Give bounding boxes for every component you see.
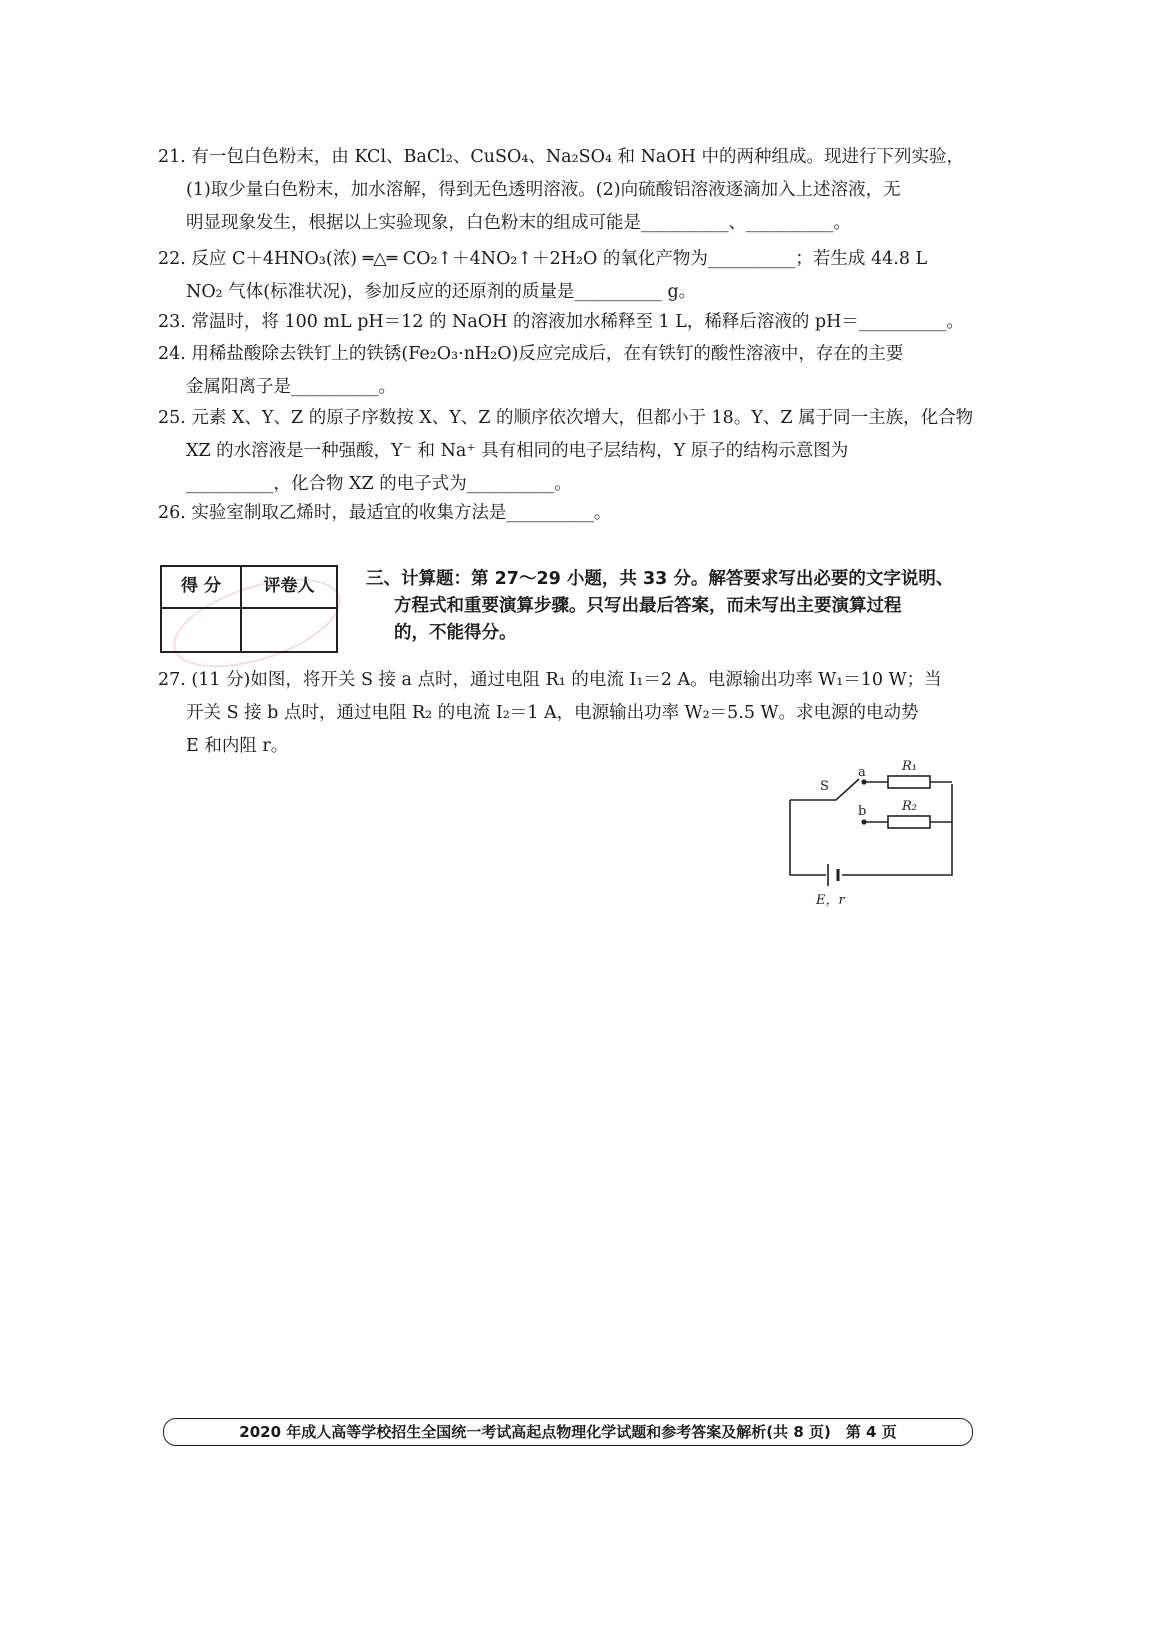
question-27-line-3: E 和内阻 r。 xyxy=(186,736,289,756)
switch-label: S xyxy=(820,779,829,794)
score-cell[interactable] xyxy=(162,609,242,651)
question-23-line-1: 23. 常温时，将 100 mL pH＝12 的 NaOH 的溶液加水稀释至 1 L，稀释后溶液的 pH＝__________。 xyxy=(158,312,964,332)
r1-label: R₁ xyxy=(902,759,917,774)
point-a-label: a xyxy=(858,765,866,780)
question-25-line-3: __________，化合物 XZ 的电子式为__________。 xyxy=(186,474,572,494)
question-27 xyxy=(158,664,968,763)
question-24 xyxy=(158,338,968,404)
section-3-line-3: 的，不能得分。 xyxy=(394,623,517,643)
question-27-line-2: 开关 S 接 b 点时，通过电阻 R₂ 的电流 I₂＝1 A，电源输出功率 W₂＝5.5 W。求电源的电动势 xyxy=(186,703,919,723)
point-b-label: b xyxy=(858,804,867,819)
question-27-line-1: 27. (11 分)如图，将开关 S 接 a 点时，通过电阻 R₁ 的电流 I₁＝2 A。电源输出功率 W₁＝10 W；当 xyxy=(158,670,942,690)
question-21-line-2: (1)取少量白色粉末，加水溶解，得到无色透明溶液。(2)向硫酸铝溶液逐滴加入上述溶液，无 xyxy=(186,180,901,200)
question-26 xyxy=(158,497,968,530)
question-26-line-1: 26. 实验室制取乙烯时，最适宜的收集方法是__________。 xyxy=(158,503,612,523)
question-23 xyxy=(158,306,968,339)
resistor-r1 xyxy=(888,776,930,788)
section-3-heading xyxy=(366,566,966,647)
r2-label: R₂ xyxy=(902,799,917,814)
question-22-line-1: 22. 反应 C＋4HNO₃(浓) ═△═ CO₂↑＋4NO₂↑＋2H₂O 的氧化产物为__________；若生成 44.8 L xyxy=(158,249,928,269)
circuit-diagram xyxy=(780,752,970,912)
grader-label: 评卷人 xyxy=(242,567,336,609)
question-22 xyxy=(158,243,968,309)
source-label: E，r xyxy=(816,893,845,908)
section-3-line-2: 方程式和重要演算步骤。只写出最后答案，而未写出主要演算过程 xyxy=(394,596,902,616)
question-24-line-2: 金属阳离子是__________。 xyxy=(186,377,396,397)
score-box xyxy=(160,565,338,653)
question-25-line-2: XZ 的水溶液是一种强酸，Y⁻ 和 Na⁺ 具有相同的电子层结构，Y 原子的结构示意图为 xyxy=(186,441,849,461)
score-label: 得 分 xyxy=(162,567,242,609)
page-footer: 2020 年成人高等学校招生全国统一考试高起点物理化学试题和参考答案及解析(共 8 页) 第 4 页 xyxy=(163,1418,973,1446)
question-21 xyxy=(158,141,968,240)
section-3-line-1: 三、计算题：第 27～29 小题，共 33 分。解答要求写出必要的文字说明、 xyxy=(366,569,954,589)
question-22-line-2: NO₂ 气体(标准状况)，参加反应的还原剂的质量是__________ g。 xyxy=(186,282,697,302)
bottom-right-wire xyxy=(842,784,952,875)
question-24-line-1: 24. 用稀盐酸除去铁钉上的铁锈(Fe₂O₃·nH₂O)反应完成后，在有铁钉的酸性溶液中，存在的主要 xyxy=(158,344,904,364)
question-25-line-1: 25. 元素 X、Y、Z 的原子序数按 X、Y、Z 的顺序依次增大，但都小于 18。Y、Z 属于同一主族，化合物 xyxy=(158,408,974,428)
question-21-line-3: 明显现象发生，根据以上实验现象，白色粉末的组成可能是__________、__________。 xyxy=(186,213,851,233)
grader-cell[interactable] xyxy=(242,609,336,651)
point-b-dot xyxy=(861,819,866,824)
question-25 xyxy=(158,402,974,501)
question-21-line-1: 21. 有一包白色粉末，由 KCl、BaCl₂、CuSO₄、Na₂SO₄ 和 NaOH 中的两种组成。现进行下列实验， xyxy=(158,147,965,167)
resistor-r2 xyxy=(888,816,930,828)
point-a-dot xyxy=(861,779,866,784)
left-wire xyxy=(790,800,826,875)
